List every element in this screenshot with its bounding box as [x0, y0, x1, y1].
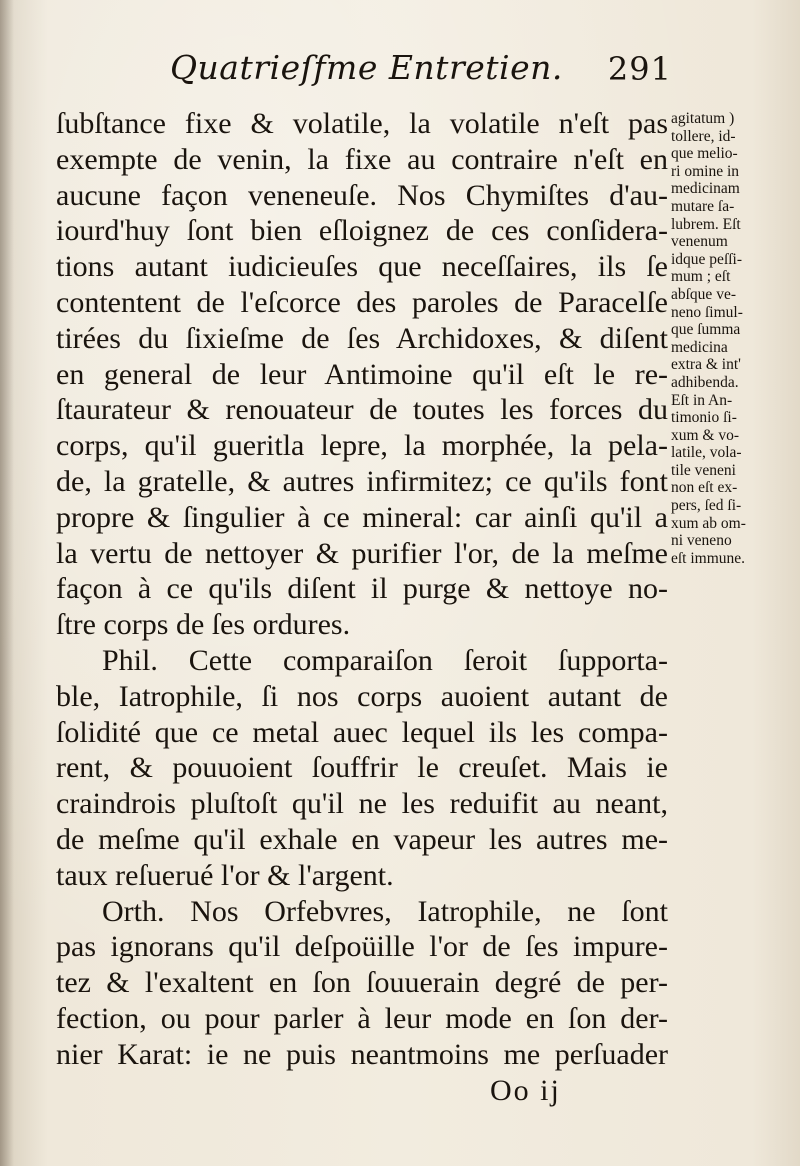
margin-note-line: ni veneno — [671, 532, 732, 550]
text-line: ble, Iatrophile, ſi nos corps auoient autant de — [56, 679, 668, 713]
margin-note-line: neno ſimul- — [671, 303, 743, 321]
text-line: tions autant iudicieuſes que neceſſaires, ils ſe — [56, 250, 668, 284]
text-line: rent, & pouuoient ſouffrir le creuſet. Mais ie — [56, 751, 668, 785]
margin-note-line: venenum — [671, 233, 728, 251]
text-line: en general de leur Antimoine qu'il eſt le re- — [56, 357, 668, 391]
running-title: Quatrieſfme Entretien. — [170, 48, 563, 87]
text-line: ſolidité que ce metal auec lequel ils les compa- — [56, 715, 668, 749]
margin-note-line: que ſumma — [671, 321, 741, 339]
text-line: nier Karat: ie ne puis neantmoins me perſuader — [56, 1037, 668, 1071]
margin-note-line: eſt immune. — [671, 549, 746, 567]
text-line: iourd'huy ſont bien eſloignez de ces conſidera- — [56, 214, 668, 248]
margin-note-line: mutare ſa- — [671, 197, 735, 215]
text-line: ſtre corps de ſes ordures. — [56, 608, 351, 642]
text-line: ſtaurateur & renouateur de toutes les forces du — [56, 393, 668, 427]
text-line: propre & ſingulier à ce mineral: car ainſi qu'il a — [56, 500, 668, 534]
text-line: fection, ou pour parler à leur mode en ſon der- — [56, 1001, 668, 1035]
text-line: de meſme qu'il exhale en vapeur les autres me- — [56, 822, 668, 856]
margin-note-line: abſque ve- — [671, 285, 736, 303]
binding-shadow — [0, 0, 14, 1166]
margin-note-line: idque peſſi- — [671, 250, 743, 268]
margin-note-line: extra & int' — [671, 356, 741, 374]
margin-note-line: tollere, id- — [671, 127, 736, 145]
text-line: pas ignorans qu'il deſpoüille l'or de ſes impure- — [56, 930, 668, 964]
margin-note-line: agitatum ) — [671, 110, 735, 127]
margin-note-line: xum ab om- — [671, 514, 746, 532]
margin-note-line: medicina — [671, 338, 728, 356]
margin-note-line: pers, ſed ſi- — [671, 497, 742, 515]
margin-note-line: tile veneni — [671, 461, 736, 479]
text-line: façon à ce qu'ils diſent il purge & nettoye no- — [56, 572, 668, 606]
text-line: craindrois pluſtoſt qu'il ne les reduifit au neant, — [56, 787, 668, 821]
text-line: taux reſuerué l'or & l'argent. — [56, 858, 394, 892]
margin-note-line: xum & vo- — [671, 426, 740, 444]
text-line: la vertu de nettoyer & purifier l'or, de la meſme — [56, 536, 668, 570]
margin-note-line: mum ; eſt — [671, 268, 731, 286]
text-line: contentent de l'eſcorce des paroles de Paracelſe — [56, 285, 668, 319]
text-line: aucune façon veneneuſe. Nos Chymiſtes d'au- — [56, 178, 668, 212]
main-text-block — [56, 106, 668, 1073]
speaker-paragraph-start: Orth. Nos Orfebvres, Iatrophile, ne ſont — [102, 894, 668, 928]
margin-note-line: que melio- — [671, 145, 738, 163]
text-line: corps, qu'il gueritla lepre, la morphée, la pela- — [56, 429, 668, 463]
margin-note-line: Eſt in An- — [671, 391, 733, 409]
speaker-paragraph-start: Phil. Cette comparaiſon ſeroit ſupporta- — [102, 643, 668, 677]
signature-mark: Oo ij — [490, 1074, 561, 1107]
margin-note-line: timonio ſi- — [671, 409, 737, 427]
page-number: 291 — [607, 50, 672, 88]
page-header — [170, 48, 690, 98]
text-line: ſubſtance fixe & volatile, la volatile n'eſt pas — [56, 107, 668, 140]
margin-note-line: latile, vola- — [671, 444, 742, 462]
text-line: tirées du ſixieſme de ſes Archidoxes, & diſent — [56, 321, 668, 355]
margin-note-line: adhibenda. — [671, 373, 739, 391]
margin-note-line: medicinam — [671, 180, 740, 198]
text-line: tez & l'exaltent en ſon ſouuerain degré de per- — [56, 966, 668, 1000]
margin-note-line: lubrem. Eſt — [671, 215, 741, 233]
text-line: de, la gratelle, & autres infirmitez; ce qu'ils font — [56, 464, 668, 498]
margin-note-line: non eſt ex- — [671, 479, 738, 497]
text-line: exempte de venin, la fixe au contraire n'eſt en — [56, 142, 668, 176]
margin-note-line: ri omine in — [671, 162, 740, 180]
margin-note — [671, 110, 796, 567]
